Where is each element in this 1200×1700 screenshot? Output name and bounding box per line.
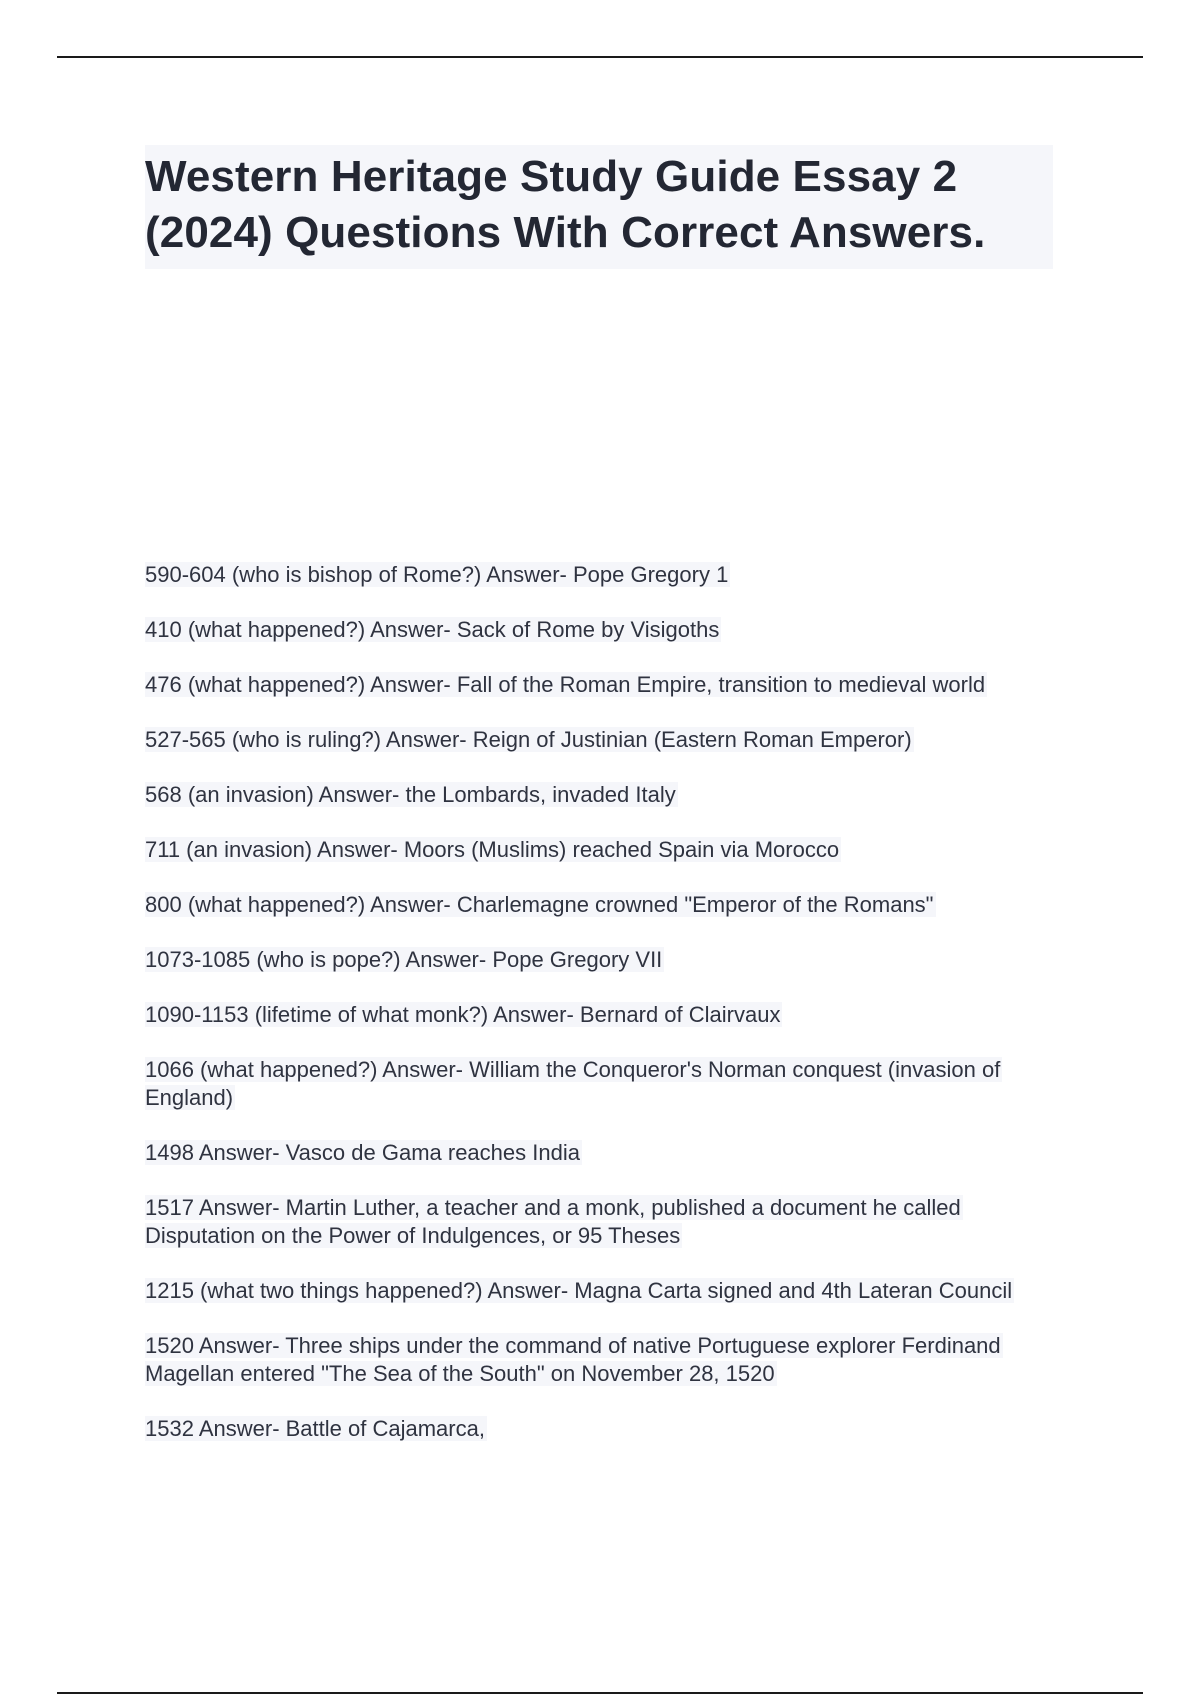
qa-text: 1066 (what happened?) Answer- William the Conqueror's Norman conquest (invasion of England) bbox=[145, 1057, 1001, 1110]
qa-item bbox=[145, 726, 1060, 754]
qa-text: 1090-1153 (lifetime of what monk?) Answer- Bernard of Clairvaux bbox=[145, 1002, 781, 1027]
footer-rule bbox=[57, 1692, 1143, 1694]
qa-text: 1073-1085 (who is pope?) Answer- Pope Gregory VII bbox=[145, 947, 663, 972]
qa-item bbox=[145, 781, 1060, 809]
qa-item bbox=[145, 1277, 1060, 1305]
qa-text: 800 (what happened?) Answer- Charlemagne crowned "Emperor of the Romans" bbox=[145, 892, 934, 917]
qa-item bbox=[145, 671, 1060, 699]
qa-text: 1215 (what two things happened?) Answer- Magna Carta signed and 4th Lateran Council bbox=[145, 1278, 1013, 1303]
header-rule bbox=[57, 56, 1143, 58]
qa-list bbox=[145, 561, 1060, 1470]
qa-item bbox=[145, 1194, 1060, 1250]
qa-item bbox=[145, 836, 1060, 864]
qa-item bbox=[145, 616, 1060, 644]
qa-item bbox=[145, 1415, 1060, 1443]
document-title: Western Heritage Study Guide Essay 2 (2024) Questions With Correct Answers. bbox=[145, 152, 986, 257]
qa-text: 410 (what happened?) Answer- Sack of Rome by Visigoths bbox=[145, 617, 720, 642]
qa-item bbox=[145, 1332, 1060, 1388]
qa-text: 590-604 (who is bishop of Rome?) Answer- Pope Gregory 1 bbox=[145, 562, 729, 587]
qa-text: 1498 Answer- Vasco de Gama reaches India bbox=[145, 1140, 580, 1165]
qa-item bbox=[145, 891, 1060, 919]
qa-item bbox=[145, 1139, 1060, 1167]
qa-item bbox=[145, 561, 1060, 589]
qa-text: 1517 Answer- Martin Luther, a teacher and a monk, published a document he called Disputation on the Power of Indulgences, or 95 Theses bbox=[145, 1195, 961, 1248]
title-block bbox=[145, 145, 1053, 269]
qa-item bbox=[145, 1001, 1060, 1029]
qa-text: 1520 Answer- Three ships under the command of native Portuguese explorer Ferdinand Magellan entered "The Sea of the South" on November 28, 1520 bbox=[145, 1333, 1001, 1386]
qa-text: 476 (what happened?) Answer- Fall of the Roman Empire, transition to medieval world bbox=[145, 672, 986, 697]
qa-item bbox=[145, 1056, 1060, 1112]
qa-text: 568 (an invasion) Answer- the Lombards, invaded Italy bbox=[145, 782, 676, 807]
qa-item bbox=[145, 946, 1060, 974]
qa-text: 1532 Answer- Battle of Cajamarca, bbox=[145, 1416, 485, 1441]
qa-text: 527-565 (who is ruling?) Answer- Reign of Justinian (Eastern Roman Emperor) bbox=[145, 727, 912, 752]
qa-text: 711 (an invasion) Answer- Moors (Muslims) reached Spain via Morocco bbox=[145, 837, 840, 862]
